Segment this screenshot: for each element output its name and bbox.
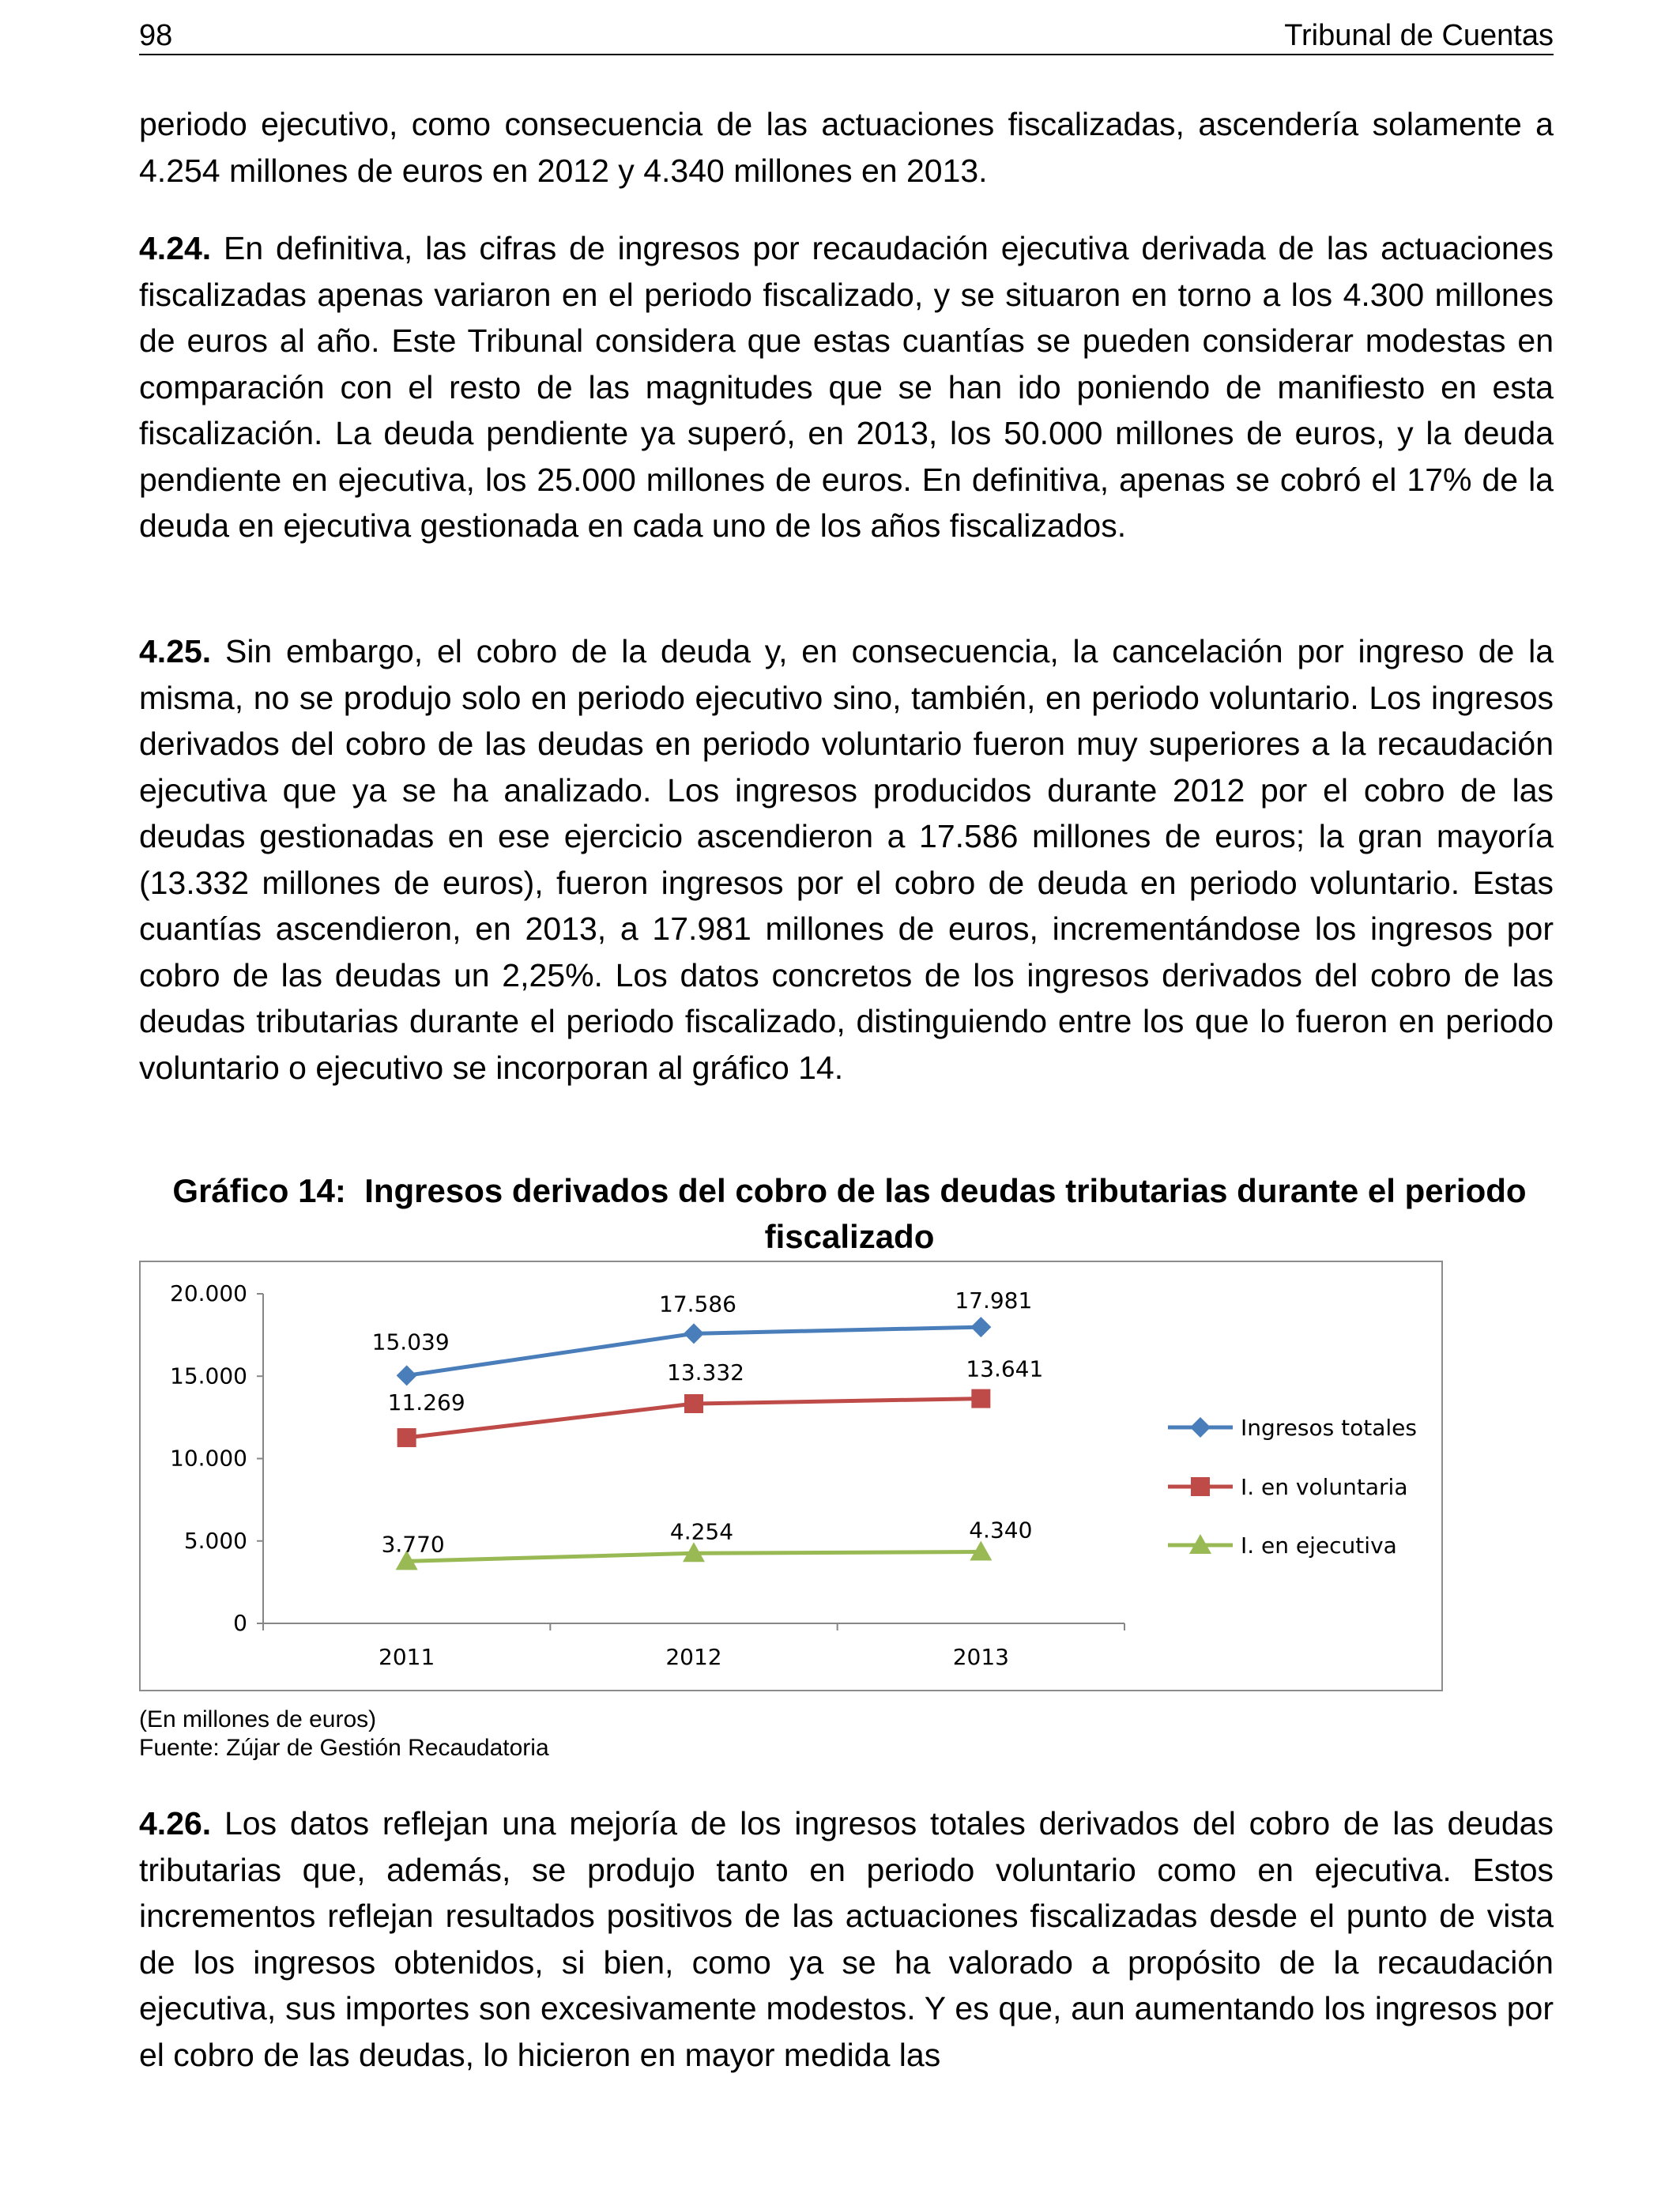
data-label: 17.981 xyxy=(955,1287,1033,1314)
data-label: 13.332 xyxy=(667,1359,744,1386)
page-number: 98 xyxy=(139,19,173,52)
unit-note: (En millones de euros) xyxy=(139,1706,377,1732)
legend-label: I. en voluntaria xyxy=(1241,1474,1408,1500)
data-label: 11.269 xyxy=(387,1389,465,1416)
paragraph-text: Sin embargo, el cobro de la deuda y, en consecuencia, la cancelación por ingreso de la misma, no se produjo solo en periodo ejecutivo sino, también, en periodo voluntario. Los ingresos derivados del cobro de las deudas en periodo voluntario fueron muy superiores a la recaudación ejecutiva que ya se ha analizado. Los ingresos producidos durante 2012 por el cobro de las deudas gestionadas en ese ejercicio ascendieron a 17.586 millones de euros; la gran mayoría (13.332 millones de euros), fueron ingresos por el cobro de deuda en periodo voluntario. Estas cuantías ascendieron, en 2013, a 17.981 millones de euros, incrementándose los ingresos por cobro de las deudas un 2,25%. Los datos concretos de los ingresos derivados del cobro de las deudas tributarias durante el periodo fiscalizado, distinguiendo entre los que lo fueron en periodo voluntario o ejecutivo se incorporan al gráfico 14. xyxy=(139,633,1554,1086)
paragraph-number: 4.26. xyxy=(139,1805,212,1842)
page-header xyxy=(139,14,1554,55)
y-tick-label: 0 xyxy=(233,1610,247,1636)
figure-title-text: Ingresos derivados del cobro de las deudas tributarias durante el periodo fiscalizado xyxy=(364,1172,1527,1255)
paragraph-continuation xyxy=(139,101,1554,194)
data-point-1 xyxy=(970,1317,991,1337)
data-point-2 xyxy=(397,1428,416,1447)
data-label: 17.586 xyxy=(659,1291,736,1318)
y-tick-label: 20.000 xyxy=(170,1280,247,1306)
data-label: 4.340 xyxy=(969,1517,1033,1544)
data-label: 15.039 xyxy=(371,1329,450,1355)
y-tick-label: 5.000 xyxy=(183,1527,247,1554)
data-point-1 xyxy=(397,1365,417,1385)
data-label: 3.770 xyxy=(381,1531,445,1558)
paragraph-4-24 xyxy=(139,225,1554,549)
y-tick-label: 10.000 xyxy=(170,1445,247,1472)
paragraph-text: periodo ejecutivo, como consecuencia de las actuaciones fiscalizadas, ascendería solamente a 4.254 millones de euros en 2012 y 4.340 millones en 2013. xyxy=(139,106,1554,189)
legend-label: Ingresos totales xyxy=(1241,1415,1417,1441)
data-point-2 xyxy=(684,1394,703,1413)
x-tick-label: 2013 xyxy=(952,1644,1009,1670)
figure-label: Gráfico 14: xyxy=(172,1172,346,1209)
paragraph-number: 4.25. xyxy=(139,633,212,669)
legend-label: I. en ejecutiva xyxy=(1241,1532,1397,1559)
x-tick-label: 2011 xyxy=(379,1644,435,1670)
y-tick-label: 15.000 xyxy=(170,1363,247,1389)
data-point-2 xyxy=(971,1389,990,1408)
legend-marker xyxy=(1191,1477,1210,1496)
chart-canvas xyxy=(141,1262,1445,1693)
data-label: 13.641 xyxy=(966,1355,1044,1382)
source-note: Fuente: Zújar de Gestión Recaudatoria xyxy=(139,1735,549,1761)
legend-marker xyxy=(1190,1417,1211,1438)
paragraph-4-25 xyxy=(139,628,1554,1091)
paragraph-number: 4.24. xyxy=(139,230,212,266)
x-tick-label: 2012 xyxy=(665,1644,722,1670)
figure-title xyxy=(111,1168,1588,1260)
line-chart xyxy=(139,1261,1443,1691)
data-label: 4.254 xyxy=(669,1518,734,1545)
paragraph-text: En definitiva, las cifras de ingresos por recaudación ejecutiva derivada de las actuaciones fiscalizadas apenas variaron en el periodo fiscalizado, y se situaron en torno a los 4.300 millones de euros al año. Este Tribunal considera que estas cuantías se pueden considerar modestas en comparación con el resto de las magnitudes que se han ido poniendo de manifiesto en esta fiscalización. La deuda pendiente ya superó, en 2013, los 50.000 millones de euros, y la deuda pendiente en ejecutiva, los 25.000 millones de euros. En definitiva, apenas se cobró el 17% de la deuda en ejecutiva gestionada en cada uno de los años fiscalizados. xyxy=(139,230,1554,544)
paragraph-4-26 xyxy=(139,1800,1554,2078)
paragraph-text: Los datos reflejan una mejoría de los ingresos totales derivados del cobro de las deudas tributarias que, además, se produjo tanto en periodo voluntario como en ejecutiva. Estos incrementos reflejan resultados positivos de las actuaciones fiscalizadas desde el punto de vista de los ingresos obtenidos, si bien, como ya se ha valorado a propósito de la recaudación ejecutiva, sus importes son excesivamente modestos. Y es que, aun aumentando los ingresos por el cobro de las deudas, lo hicieron en mayor medida las xyxy=(139,1805,1554,2073)
running-title: Tribunal de Cuentas xyxy=(1284,19,1554,52)
data-point-1 xyxy=(684,1323,704,1344)
